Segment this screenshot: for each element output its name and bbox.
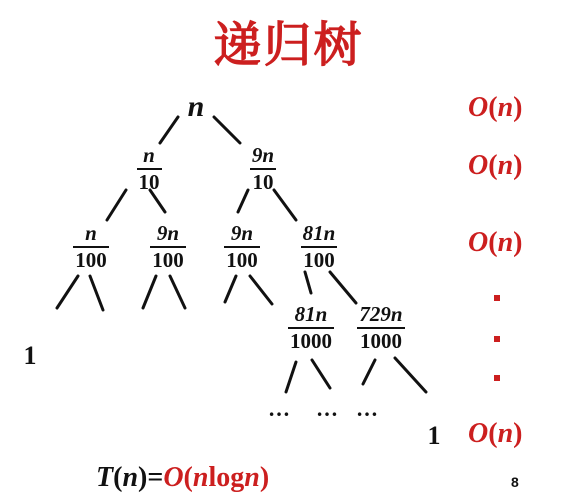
node-l2-d-num: 81n [302,221,336,245]
edge-l1b-right [274,190,296,220]
node-l2-d [291,222,347,271]
cost-arg: n [497,150,514,181]
node-l3-b-num: 729n [359,302,403,326]
leaf-right: 1 [427,421,441,450]
cost-arg: n [497,418,514,449]
vertical-dot-1 [494,295,500,301]
node-l2-a [63,222,119,271]
node-l3-a-num: 81n [294,302,328,326]
edge-l2d-right [330,272,356,303]
node-l1-b-den: 10 [252,170,274,195]
root-node: n [187,90,205,123]
edge-l3b-left [363,360,375,384]
edge-l2b-right [170,276,185,308]
node-l1-a-den: 10 [138,170,160,195]
node-l3-b [348,303,414,352]
ellipsis-2: … [316,396,340,421]
node-l1-b [238,144,288,193]
cost-level-1: O(n) [468,150,523,181]
ellipsis-3: … [356,396,380,421]
cost-arg: n [497,92,514,123]
formula-equals: = [147,462,164,493]
node-l2-c-den: 100 [226,248,258,273]
formula-rhs-fn: O [163,462,184,493]
node-l3-a-den: 1000 [290,329,332,354]
cost-letter: O [468,92,489,123]
node-l3-b-den: 1000 [360,329,402,354]
formula-lhs-fn: T [96,462,114,493]
formula-rhs-var: n [192,462,209,493]
formula-lhs-arg: n [122,462,139,493]
node-l1-a-num: n [143,143,155,167]
edge-root-left [160,117,178,143]
node-l2-b [140,222,196,271]
edge-root-right [214,117,240,143]
edge-l3a-left [286,362,296,392]
node-l1-a [124,144,174,193]
cost-level-0: O(n) [468,92,523,123]
edge-l3a-right [312,360,330,388]
node-l2-a-num: n [85,221,97,245]
vertical-dot-2 [494,336,500,342]
edge-l2b-left [143,276,156,308]
formula-rhs-log: log [208,462,245,493]
edge-l2a-right [90,276,103,310]
edge-l3b-right [395,358,426,392]
edge-l2c-left [225,276,236,302]
node-l2-d-den: 100 [303,248,335,273]
edge-l2a-left [57,276,78,308]
vertical-dot-3 [494,375,500,381]
edge-l2c-right [250,276,272,304]
edge-l1b-left [238,190,248,212]
node-l2-c [214,222,270,271]
node-l2-a-den: 100 [75,248,107,273]
edge-l1a-left [107,190,126,220]
cost-arg: n [497,227,514,258]
leaf-left: 1 [23,341,37,370]
node-l3-a [280,303,342,352]
cost-level-2: O(n) [468,227,523,258]
cost-level-last: O(n) [468,418,523,449]
node-l1-b-num: 9n [251,143,275,167]
node-l2-b-den: 100 [152,248,184,273]
formula-rhs-var2: n [244,462,260,493]
node-l2-b-num: 9n [156,221,180,245]
cost-letter: O [468,227,489,258]
cost-letter: O [468,150,489,181]
ellipsis-1: … [268,396,292,421]
result-formula: T(n)=O(nlogn) [96,462,270,493]
page-number: 8 [511,474,519,490]
slide-title: 递归树 [213,17,364,73]
edge-l2d-left [305,272,311,293]
cost-letter: O [468,418,489,449]
node-l2-c-num: 9n [230,221,254,245]
